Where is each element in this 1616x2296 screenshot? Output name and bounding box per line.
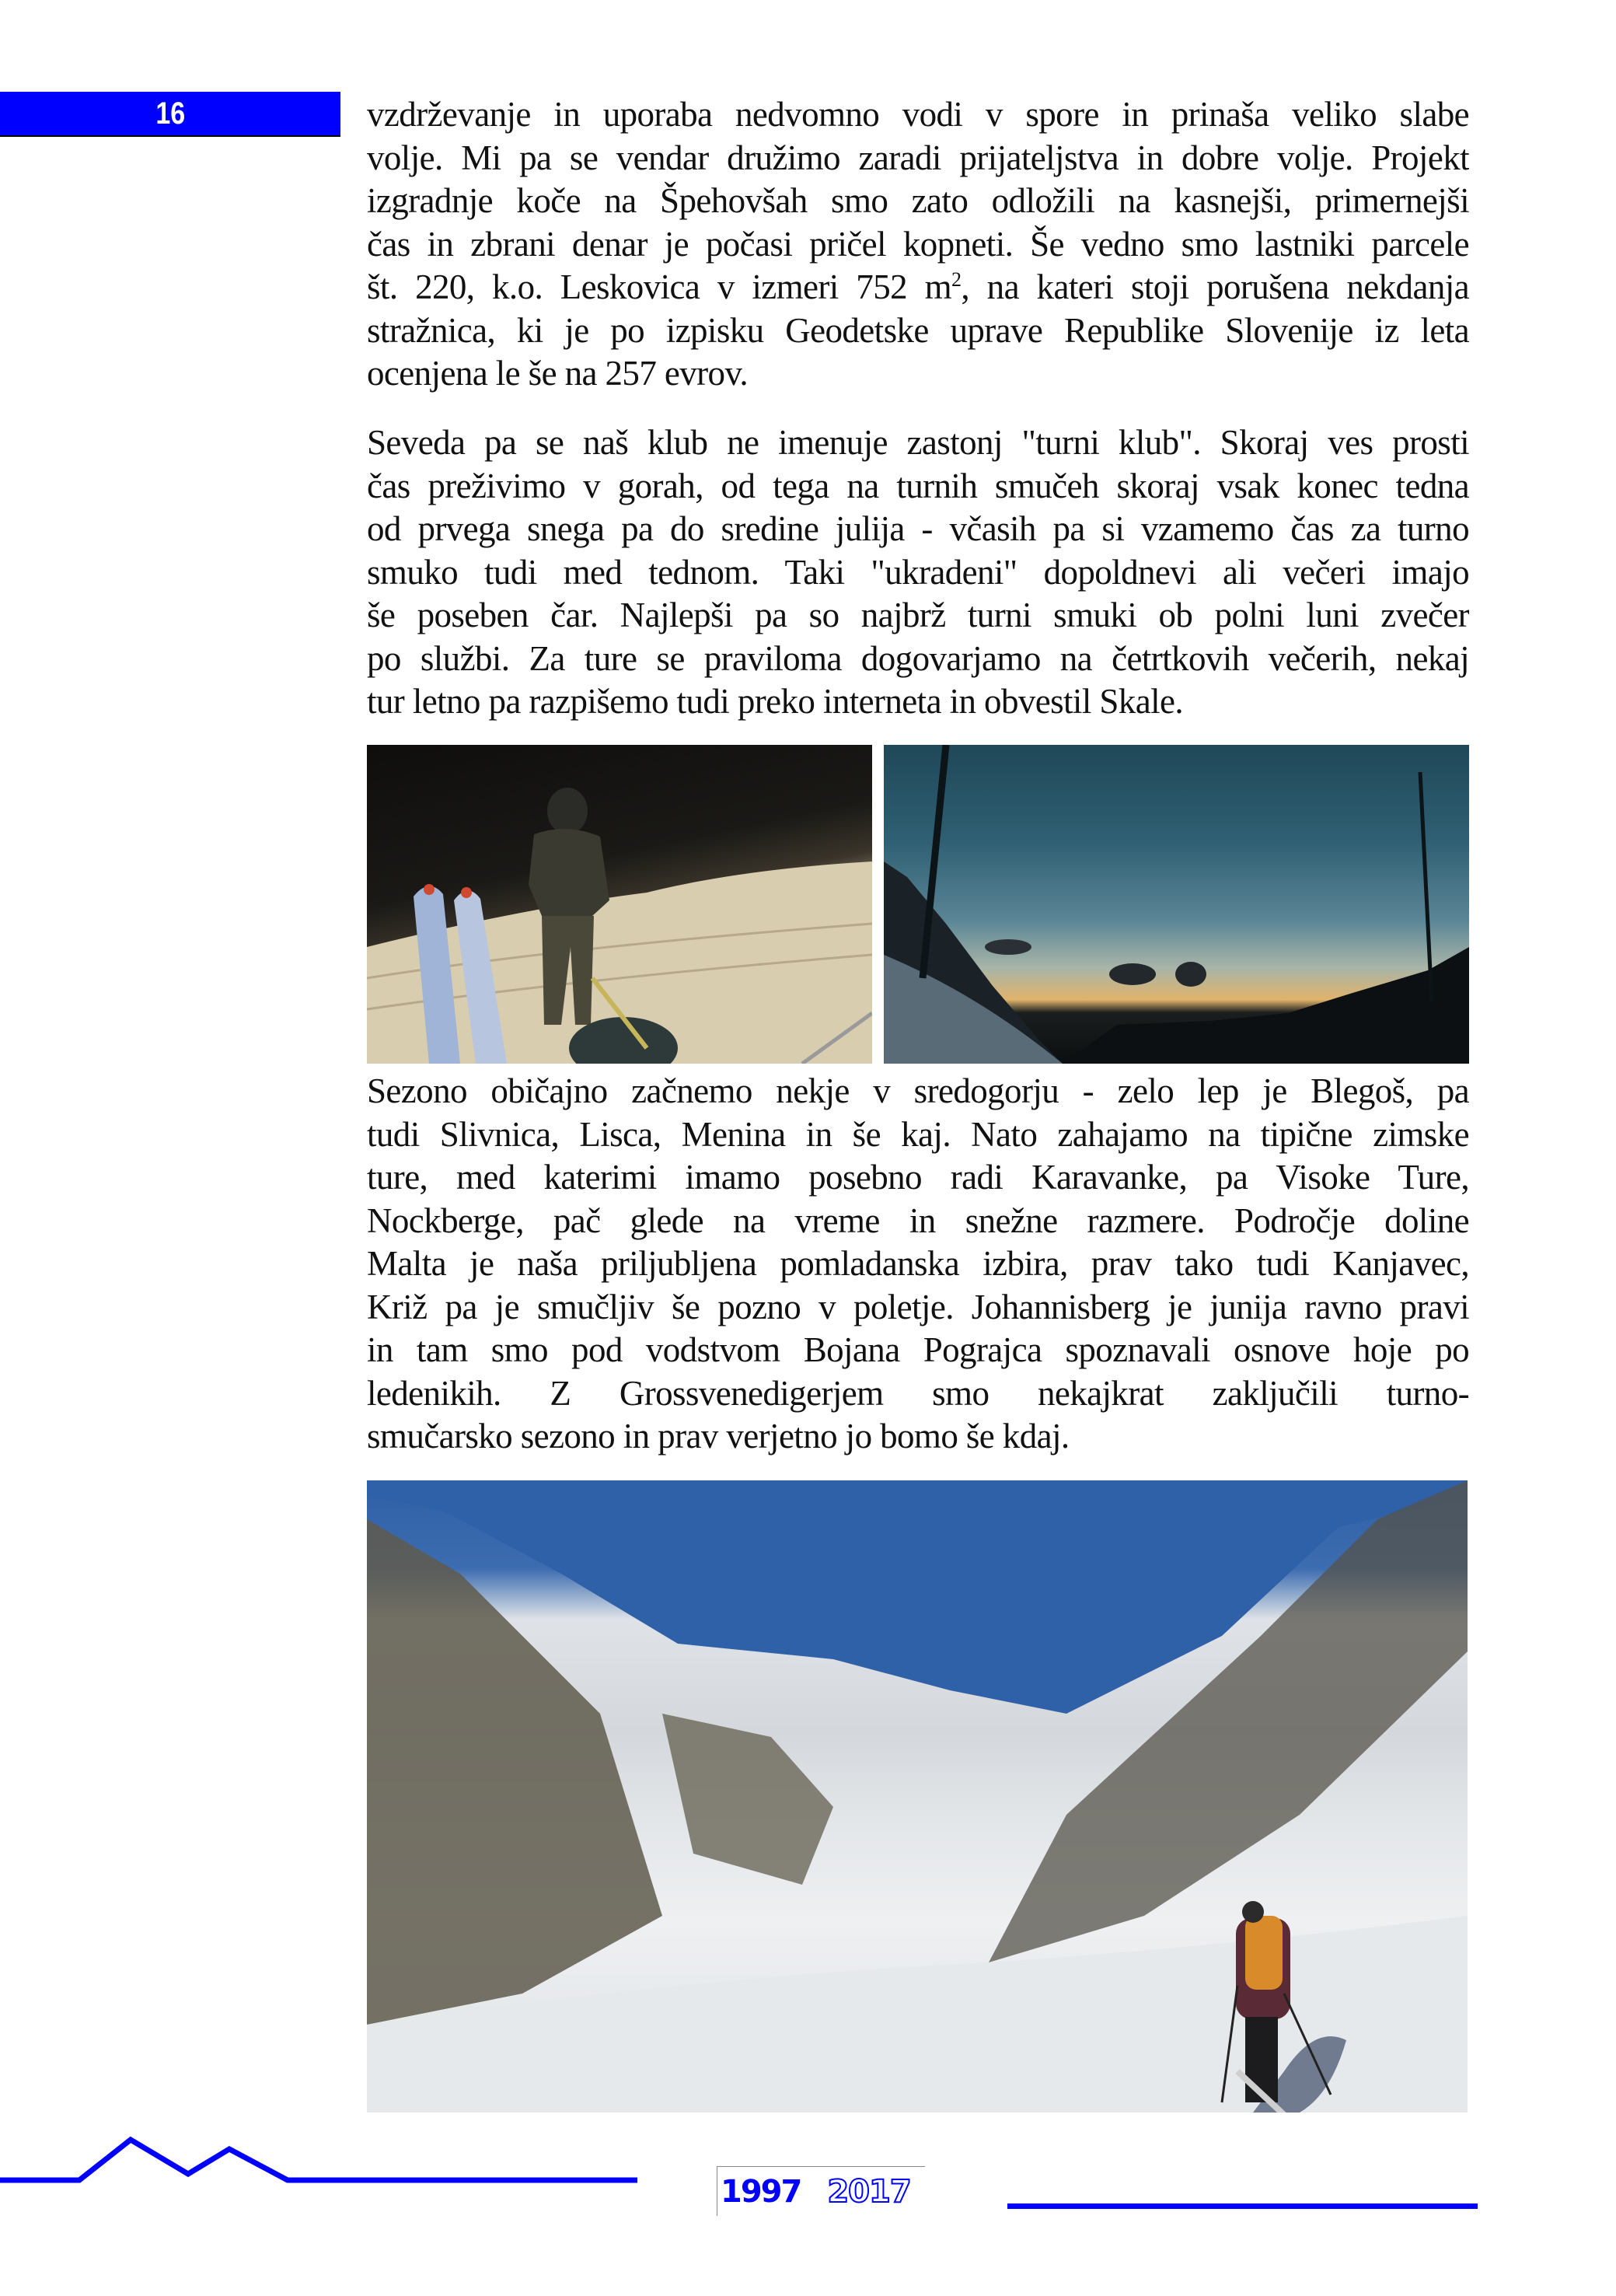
paragraph-2 (367, 421, 1469, 724)
text-line: stražnica, ki je po izpisku Geodetske uprave Republike Slovenije iz leta (367, 310, 1469, 350)
text-line: volje. Mi pa se vendar družimo zaradi prijateljstva in dobre volje. Projekt (367, 138, 1469, 177)
photo-night-ski-tour (367, 745, 872, 1064)
text-line: in tam smo pod vodstvom Bojana Pograjca spoznavali osnove hoje po (367, 1330, 1469, 1369)
rock-outcrop (662, 1714, 833, 1885)
photo-sunset-forest (884, 745, 1469, 1064)
footer-rule-right (1007, 2203, 1478, 2209)
text-line-part: št. 220, k.o. Leskovica v izmeri 752 m (367, 267, 952, 306)
text-line: ocenjena le še na 257 evrov. (367, 354, 749, 393)
mountain-peaks-line (0, 2140, 637, 2180)
text-line: tur letno pa razpišemo tudi preko interneta in obvestil Skale. (367, 682, 1184, 721)
year-start: 1997 (721, 2173, 801, 2210)
cloud (1175, 962, 1206, 987)
superscript: 2 (951, 268, 962, 291)
text-line: smučarsko sezono in prav verjetno jo bomo še kdaj. (367, 1417, 1070, 1456)
text-line (367, 266, 1469, 309)
text-line: od prvega snega pa do sredine julija - včasih pa si vzamemo čas za turno (367, 509, 1469, 548)
text-line: po službi. Za ture se praviloma dogovarjamo na četrtkovih večerih, nekaj (367, 638, 1469, 678)
page-number: 16 (155, 96, 185, 131)
text-line-part: , na kateri stoji porušena nekdanja (961, 267, 1469, 306)
text-line: smuko tudi med tednom. Taki "ukradeni" dopoldnevi ali večeri imajo (367, 552, 1469, 592)
anniversary-years-logo (717, 2166, 925, 2216)
text-line: ture, med katerimi imamo posebno radi Karavanke, pa Visoke Ture, (367, 1158, 1469, 1197)
text-line: vzdrževanje in uporaba nedvomno vodi v spore in prinaša veliko slabe (367, 95, 1469, 134)
skier-backpack (1245, 1916, 1283, 1990)
sunset-scene-illustration (884, 745, 1469, 1064)
text-line: čas preživimo v gorah, od tega na turnih smučeh skoraj vsak konec tedna (367, 466, 1469, 505)
night-scene-illustration (367, 745, 872, 1064)
text-line: čas in zbrani denar je počasi pričel kopneti. Še vedno smo lastniki parcele (367, 224, 1469, 264)
text-line: Sezono običajno začnemo nekje v sredogorju - zelo lep je Blegoš, pa (367, 1071, 1469, 1110)
skier-jacket (529, 829, 609, 916)
text-line: še poseben čar. Najlepši pa so najbrž turni smuki ob polni luni zvečer (367, 596, 1469, 634)
year-end: 2017 (827, 2173, 911, 2210)
text-line: Malta je naša priljubljena pomladanska izbira, prav tako tudi Kanjavec, (367, 1244, 1469, 1283)
skier-head (547, 788, 588, 834)
paragraph-3 (367, 1070, 1469, 1459)
paragraph-1 (367, 93, 1469, 396)
text-line: Seveda pa se naš klub ne imenuje zastonj "turni klub". Skoraj ves prosti (367, 423, 1469, 462)
text-line: Nockberge, pač glede na vreme in snežne razmere. Področje doline (367, 1200, 1469, 1240)
page-number-tab (0, 92, 340, 137)
cloud (1109, 963, 1156, 985)
tree-trunk (1420, 772, 1432, 1001)
text-line: izgradnje koče na Špehovšah smo zato odložili na kasnejši, primernejši (367, 181, 1469, 220)
mountain-line-decoration (0, 2130, 700, 2193)
text-line: tudi Slivnica, Lisca, Menina in še kaj. Nato zahajamo na tipične zimske (367, 1114, 1469, 1154)
ski-tip-mark (424, 884, 435, 895)
text-line: ledenikih. Z Grossvenedigerjem smo nekajkrat zaključili turno- (367, 1373, 1469, 1413)
cloud (985, 939, 1031, 955)
photo-mountain-valley-skier (367, 1480, 1468, 2113)
skier-head (1242, 1901, 1264, 1923)
valley-scene-illustration (367, 1480, 1468, 2113)
text-line: Križ pa je smučljiv še pozno v poletje. Johannisberg je junija ravno pravi (367, 1287, 1469, 1326)
ski-tip-mark (461, 887, 472, 898)
